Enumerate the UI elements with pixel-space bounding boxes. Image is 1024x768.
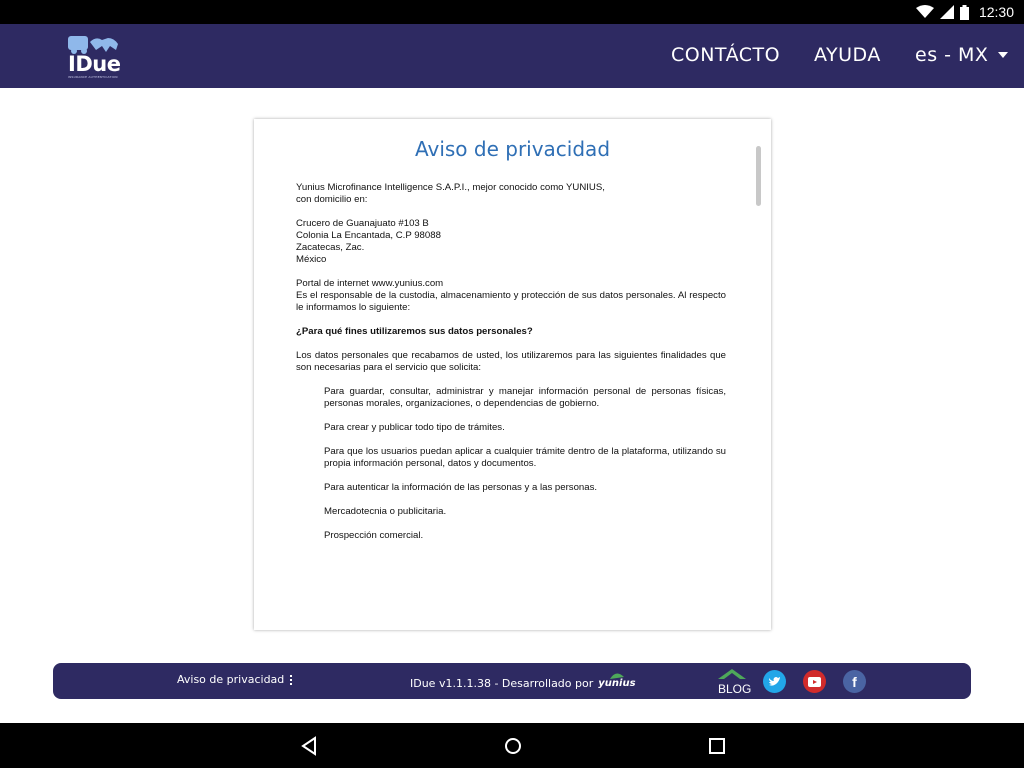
nav-help-link[interactable]: AYUDA xyxy=(814,44,881,66)
back-icon[interactable] xyxy=(298,735,320,757)
android-nav-bar xyxy=(0,723,1024,768)
purpose-item: Mercadotecnia o publicitaria. xyxy=(324,506,447,517)
privacy-document[interactable] xyxy=(254,119,771,630)
twitter-bird-icon xyxy=(768,676,781,687)
company-line: Yunius Microfinance Intelligence S.A.P.I., mejor conocido como YUNIUS, xyxy=(296,182,605,193)
app-header xyxy=(0,24,1024,88)
blog-label: BLOG xyxy=(718,682,752,696)
yunius-logo[interactable] xyxy=(598,673,636,693)
blog-roof-icon xyxy=(716,667,748,681)
scrollbar-thumb[interactable] xyxy=(756,146,761,206)
facebook-icon[interactable] xyxy=(843,670,866,693)
portal-paragraph xyxy=(296,278,726,314)
footer-privacy-label: Aviso de privacidad xyxy=(177,673,285,686)
address-line: Crucero de Guanajuato #103 B xyxy=(296,218,429,229)
logo-text: IDue xyxy=(68,52,121,76)
address-line: Zacatecas, Zac. xyxy=(296,242,365,253)
language-select[interactable] xyxy=(915,44,1008,66)
status-icons xyxy=(916,0,1014,24)
purposes-question: ¿Para qué fines utilizaremos sus datos personales? xyxy=(296,326,533,337)
document-title: Aviso de privacidad xyxy=(414,137,611,161)
cell-signal-icon xyxy=(940,5,954,19)
footer-bar xyxy=(53,663,971,699)
yunius-logo-text: yunius xyxy=(598,678,636,689)
footer-version xyxy=(410,673,636,693)
purpose-item: Para que los usuarios puedan aplicar a cualquier trámite dentro de la plataforma, utilizando su propia información personal, datos y documentos. xyxy=(324,446,726,469)
purpose-item: Para guardar, consultar, administrar y manejar información personal de personas físicas, personas morales, organizaciones, o dependencias de gobierno. xyxy=(324,386,726,409)
twitter-icon[interactable] xyxy=(763,670,786,693)
status-bar xyxy=(0,0,1024,24)
recents-icon[interactable] xyxy=(706,735,728,757)
document-body xyxy=(296,182,726,554)
youtube-play-icon xyxy=(808,677,821,687)
youtube-icon[interactable] xyxy=(803,670,826,693)
footer-privacy-link[interactable] xyxy=(177,673,292,686)
domicile-line: con domicilio en: xyxy=(296,194,368,205)
status-time: 12:30 xyxy=(978,4,1014,20)
more-vert-icon xyxy=(290,675,292,685)
logo-tagline: INSURANCE AUTHENTICATION xyxy=(68,75,118,79)
purpose-item: Para crear y publicar todo tipo de trámites. xyxy=(324,422,505,433)
company-paragraph xyxy=(296,182,726,206)
nav-contact-link[interactable]: CONTÁCTO xyxy=(671,44,781,66)
blog-link[interactable] xyxy=(716,667,750,697)
wifi-icon xyxy=(916,5,934,19)
portal-line: Portal de internet www.yunius.com xyxy=(296,278,444,289)
address-line: México xyxy=(296,254,327,265)
purposes-intro: Los datos personales que recabamos de usted, los utilizaremos para las siguientes finalidades que son necesarias para el servicio que solicita: xyxy=(296,350,726,373)
purpose-item: Para autenticar la información de las personas y a las personas. xyxy=(324,482,598,493)
version-text: IDue v1.1.1.38 - Desarrollado por xyxy=(410,676,594,690)
caret-down-icon xyxy=(998,52,1008,58)
battery-icon xyxy=(960,5,969,20)
purpose-item: Prospección comercial. xyxy=(324,530,424,541)
facebook-f-glyph: f xyxy=(852,673,857,690)
address-line: Colonia La Encantada, C.P 98088 xyxy=(296,230,441,241)
language-label: es - MX xyxy=(915,44,989,66)
responsible-line: Es el responsable de la custodia, almacenamiento y protección de sus datos personales. Al respecto le informamos lo siguiente: xyxy=(296,290,726,313)
address-block xyxy=(296,218,726,266)
home-icon[interactable] xyxy=(502,735,524,757)
